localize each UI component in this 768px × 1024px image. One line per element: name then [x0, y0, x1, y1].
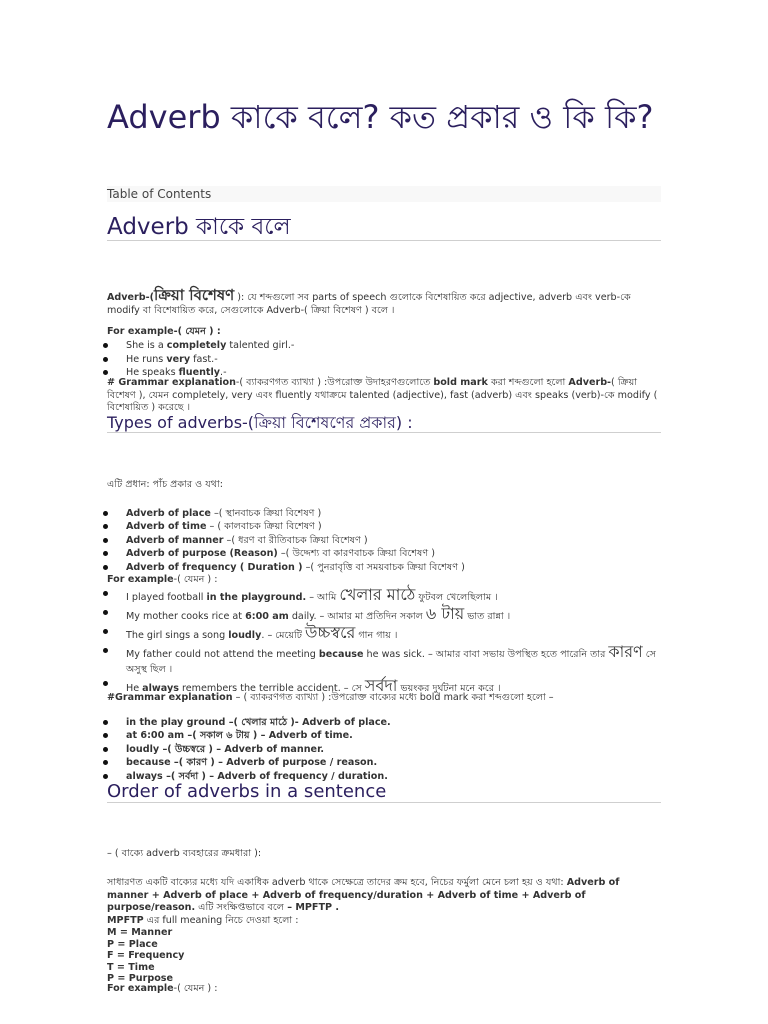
example-label-1: For example-( যেমন ) :: [107, 326, 221, 337]
list-item: because –( কারণ ) – Adverb of purpose / reason.: [107, 756, 661, 769]
order-intro: – ( বাক্যে adverb ব্যবহারের ক্রমধারা ):: [107, 848, 262, 859]
list-item: Adverb of place –( স্থানবাচক ক্রিয়া বিশেষণ ): [107, 507, 661, 520]
definition-text: ): যে শব্দগুলো সব parts of speech গুলোকে বিশেষায়িত করে adjective, adverb এবং verb-কে modify বা বিশেষায়িত করে, সেগুলোকে Adverb-( ক্রিয়া বিশেষণ ) বলে ।: [107, 292, 631, 316]
example-label-3: For example-( যেমন ) :: [107, 983, 218, 994]
list-item: Adverb of frequency ( Duration ) –( পুনরাবৃত্তি বা সময়বাচক ক্রিয়া বিশেষণ ): [107, 561, 661, 574]
example-list-2: [107, 587, 661, 698]
grammar-explanation-1: # Grammar explanation-( ব্যাকরণগত ব্যাখ্যা ) :উপরোক্ত উদাহরণগুলোতে bold mark করা শব্দগুলো হলো Adverb-( ক্রিয়া বিশেষণ ), যেমন completely, very এবং fluently যথাক্রমে talented (adjective), fast (adverb) এবং speaks (verb)-কে modify ( বিশেষায়িত ) করেছে ।: [107, 377, 658, 413]
list-item: He speaks fluently.-: [107, 366, 661, 380]
explanation-list: [107, 716, 661, 783]
list-item: in the play ground –( খেলার মাঠে )- Adverb of place.: [107, 716, 661, 729]
table-of-contents-toggle[interactable]: Table of Contents: [107, 186, 661, 202]
list-item: always –( সর্বদা ) – Adverb of frequency / duration.: [107, 770, 661, 783]
example-label-2: For example-( যেমন ) :: [107, 574, 218, 585]
types-list: [107, 507, 661, 574]
grammar-explanation-2: #Grammar explanation – ( ব্যাকরণগত ব্যাখ্যা ) :উপরোক্ত বাক্যের মধ্যে bold mark করা শব্দগুলো হলো –: [107, 692, 554, 703]
list-item: M = Manner: [107, 927, 173, 938]
list-item: My mother cooks rice at 6:00 am daily. – আমার মা প্রতিদিন সকাল ৬ টায় ভাত রান্না ।: [107, 606, 661, 625]
list-item: Adverb of manner –( ধরণ বা রীতিবাচক ক্রিয়া বিশেষণ ): [107, 534, 661, 547]
list-item: Adverb of purpose (Reason) –( উদ্দেশ্য বা কারণবাচক ক্রিয়া বিশেষণ ): [107, 547, 661, 560]
list-item: She is a completely talented girl.-: [107, 339, 661, 353]
definition-label: Adverb-(: [107, 292, 155, 303]
page-title: Adverb কাকে বলে? কত প্রকার ও কি কি?: [107, 98, 654, 136]
definition-paragraph: [107, 286, 661, 317]
list-item: at 6:00 am –( সকাল ৬ টায় ) – Adverb of time.: [107, 729, 661, 742]
mpftp-letters: [107, 927, 661, 985]
section-heading-types: Types of adverbs-(ক্রিয়া বিশেষণের প্রকার) :: [107, 413, 661, 433]
list-item: He always remembers the terrible accident. – সে সর্বদা ভয়ংকর দুর্ঘটনা মনে করে ।: [107, 677, 661, 698]
list-item: My father could not attend the meeting because he was sick. – আমার বাবা সভায় উপস্থিত হতে পারেনি তার কারণ সে অসুস্থ ছিল ।: [107, 644, 661, 677]
list-item: loudly –( উচ্চস্বরে ) – Adverb of manner.: [107, 743, 661, 756]
definition-bangla-term: ক্রিয়া বিশেষণ: [154, 286, 235, 304]
list-item: F = Frequency: [107, 950, 185, 962]
list-item: The girl sings a song loudly. – মেয়েটি উচ্চস্বরে গান গায় ।: [107, 625, 661, 644]
order-paragraph: সাধারণত একটি বাক্যের মধ্যে যদি একাধিক adverb থাকে সেক্ষেত্রে তাদের ক্রম হবে, নিচের ফর্মুলা মেনে চলা হয় ও যথা: Adverb of manner + Adverb of place + Adverb of frequency/duration + Adverb of time + Adverb of purpose/reason. এটি সংক্ষিপ্তভাবে বলে – MPFTP .: [107, 877, 620, 913]
section-heading-definition: Adverb কাকে বলে: [107, 214, 661, 241]
list-item: P = Place: [107, 938, 158, 950]
list-item: I played football in the playground. – আমি খেলার মাঠে ফুটবল খেলেছিলাম ।: [107, 587, 661, 606]
list-item: Adverb of time – ( কালবাচক ক্রিয়া বিশেষণ ): [107, 520, 661, 533]
section-heading-order: Order of adverbs in a sentence: [107, 782, 661, 803]
list-item: He runs very fast.-: [107, 353, 661, 367]
list-item: P = Purpose: [107, 973, 174, 985]
list-item: T = Time: [107, 961, 155, 973]
mpftp-meaning: MPFTP এর full meaning নিচে দেওয়া হলো :: [107, 915, 299, 926]
types-intro: এটি প্রধান: পাঁচ প্রকার ও যথা:: [107, 479, 224, 490]
example-list-1: [107, 339, 661, 380]
